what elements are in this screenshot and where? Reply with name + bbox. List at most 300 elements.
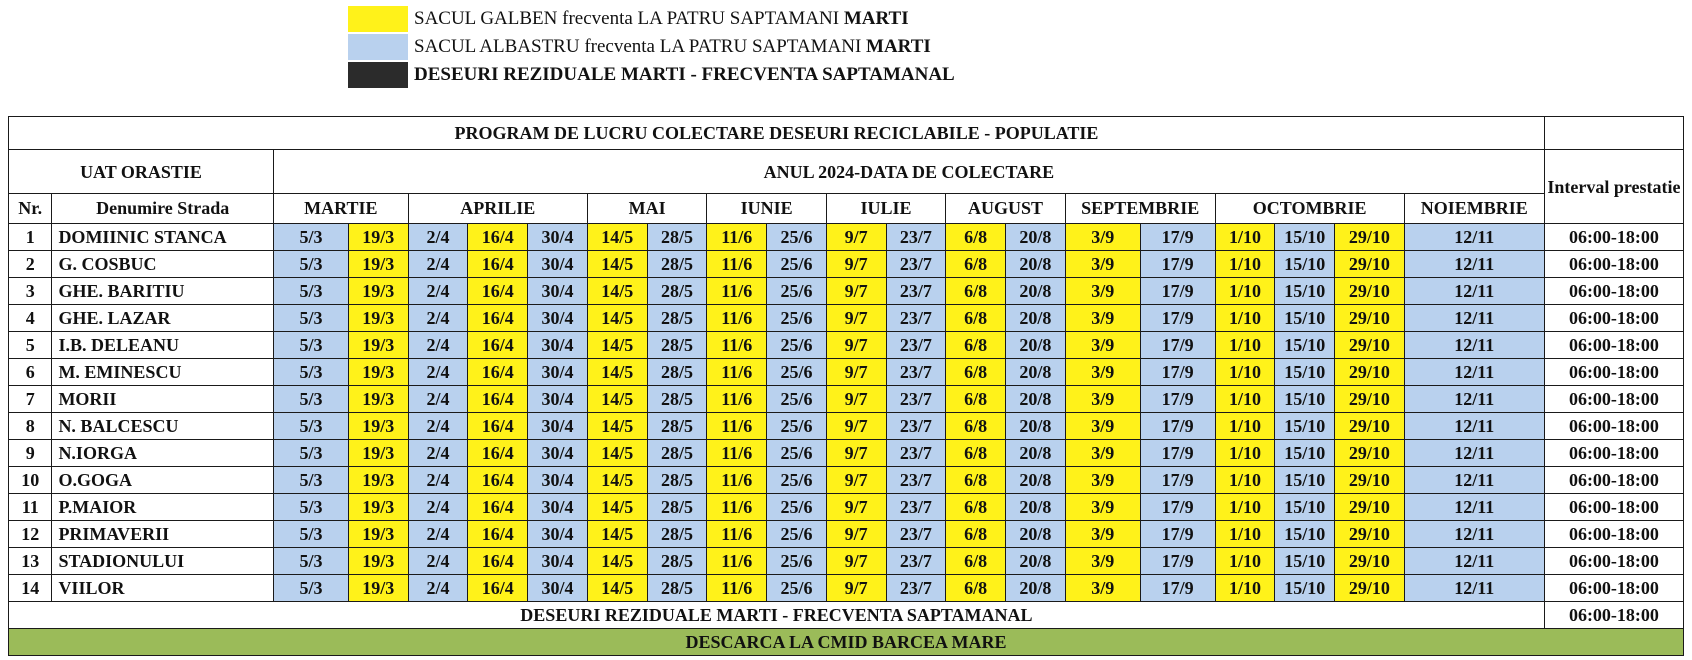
collection-date: 1/10 (1215, 439, 1275, 466)
table-row (9, 385, 1684, 412)
month-header: MAI (587, 193, 706, 223)
collection-date: 25/6 (767, 358, 827, 385)
collection-date: 25/6 (767, 466, 827, 493)
collection-date: 15/10 (1275, 385, 1335, 412)
collection-date: 9/7 (826, 439, 886, 466)
collection-date: 12/11 (1404, 304, 1544, 331)
collection-date: 28/5 (647, 466, 707, 493)
collection-date: 11/6 (707, 385, 767, 412)
collection-date: 20/8 (1006, 412, 1066, 439)
collection-date: 19/3 (348, 250, 408, 277)
collection-date: 16/4 (468, 223, 528, 250)
interval-value: 06:00-18:00 (1544, 277, 1683, 304)
collection-date: 14/5 (587, 520, 647, 547)
row-number: 11 (9, 493, 52, 520)
collection-date: 5/3 (274, 493, 349, 520)
collection-date: 20/8 (1006, 466, 1066, 493)
collection-date: 19/3 (348, 547, 408, 574)
collection-date: 9/7 (826, 331, 886, 358)
collection-date: 9/7 (826, 223, 886, 250)
collection-date: 12/11 (1404, 358, 1544, 385)
interval-value: 06:00-18:00 (1544, 520, 1683, 547)
street-name: N.IORGA (52, 439, 274, 466)
collection-schedule-table (8, 116, 1684, 656)
collection-date: 3/9 (1065, 439, 1140, 466)
uat-label: UAT ORASTIE (9, 150, 274, 193)
collection-date: 5/3 (274, 223, 349, 250)
collection-date: 1/10 (1215, 385, 1275, 412)
collection-date: 20/8 (1006, 493, 1066, 520)
collection-date: 9/7 (826, 493, 886, 520)
month-row (9, 193, 1684, 223)
interval-header: Interval prestatie (1544, 150, 1683, 223)
street-name: STADIONULUI (52, 547, 274, 574)
collection-date: 3/9 (1065, 493, 1140, 520)
collection-date: 15/10 (1275, 331, 1335, 358)
street-name: M. EMINESCU (52, 358, 274, 385)
collection-date: 30/4 (528, 547, 588, 574)
table-row (9, 277, 1684, 304)
collection-date: 15/10 (1275, 439, 1335, 466)
interval-value: 06:00-18:00 (1544, 547, 1683, 574)
collection-date: 2/4 (408, 520, 468, 547)
table-title: PROGRAM DE LUCRU COLECTARE DESEURI RECICLABILE - POPULATIE (9, 117, 1545, 150)
collection-date: 2/4 (408, 547, 468, 574)
collection-date: 9/7 (826, 250, 886, 277)
collection-date: 16/4 (468, 493, 528, 520)
interval-value: 06:00-18:00 (1544, 250, 1683, 277)
collection-date: 15/10 (1275, 493, 1335, 520)
legend-swatch (348, 62, 408, 88)
collection-date: 23/7 (886, 331, 946, 358)
collection-date: 20/8 (1006, 385, 1066, 412)
collection-date: 17/9 (1140, 250, 1215, 277)
collection-date: 14/5 (587, 223, 647, 250)
collection-date: 2/4 (408, 250, 468, 277)
collection-date: 25/6 (767, 493, 827, 520)
title-row (9, 117, 1684, 150)
collection-date: 11/6 (707, 331, 767, 358)
collection-date: 19/3 (348, 385, 408, 412)
collection-date: 1/10 (1215, 277, 1275, 304)
collection-date: 30/4 (528, 520, 588, 547)
row-number: 2 (9, 250, 52, 277)
collection-date: 16/4 (468, 412, 528, 439)
row-number: 3 (9, 277, 52, 304)
collection-date: 5/3 (274, 466, 349, 493)
collection-date: 29/10 (1335, 520, 1405, 547)
collection-date: 30/4 (528, 466, 588, 493)
collection-date: 6/8 (946, 331, 1006, 358)
collection-date: 30/4 (528, 574, 588, 601)
collection-date: 28/5 (647, 250, 707, 277)
collection-date: 15/10 (1275, 304, 1335, 331)
interval-value: 06:00-18:00 (1544, 439, 1683, 466)
collection-date: 11/6 (707, 250, 767, 277)
residual-label: DESEURI REZIDUALE MARTI - FRECVENTA SAPTAMANAL (9, 601, 1545, 628)
row-number: 14 (9, 574, 52, 601)
table-row (9, 547, 1684, 574)
collection-date: 5/3 (274, 277, 349, 304)
collection-date: 30/4 (528, 493, 588, 520)
collection-date: 20/8 (1006, 574, 1066, 601)
collection-date: 6/8 (946, 250, 1006, 277)
collection-date: 5/3 (274, 385, 349, 412)
collection-date: 14/5 (587, 331, 647, 358)
collection-date: 16/4 (468, 574, 528, 601)
collection-date: 1/10 (1215, 412, 1275, 439)
collection-date: 3/9 (1065, 223, 1140, 250)
street-name: O.GOGA (52, 466, 274, 493)
collection-date: 9/7 (826, 520, 886, 547)
collection-date: 16/4 (468, 250, 528, 277)
table-row (9, 250, 1684, 277)
month-header: APRILIE (408, 193, 587, 223)
collection-date: 12/11 (1404, 223, 1544, 250)
interval-value: 06:00-18:00 (1544, 331, 1683, 358)
collection-date: 17/9 (1140, 439, 1215, 466)
collection-date: 29/10 (1335, 304, 1405, 331)
row-number: 10 (9, 466, 52, 493)
collection-date: 25/6 (767, 385, 827, 412)
collection-date: 5/3 (274, 412, 349, 439)
collection-date: 1/10 (1215, 304, 1275, 331)
collection-date: 17/9 (1140, 520, 1215, 547)
collection-date: 12/11 (1404, 412, 1544, 439)
collection-date: 15/10 (1275, 547, 1335, 574)
collection-date: 29/10 (1335, 466, 1405, 493)
collection-date: 29/10 (1335, 493, 1405, 520)
collection-date: 29/10 (1335, 412, 1405, 439)
collection-date: 16/4 (468, 439, 528, 466)
collection-date: 12/11 (1404, 493, 1544, 520)
collection-date: 20/8 (1006, 520, 1066, 547)
collection-date: 16/4 (468, 385, 528, 412)
collection-date: 29/10 (1335, 277, 1405, 304)
footer-row (9, 628, 1684, 655)
collection-date: 11/6 (707, 277, 767, 304)
collection-date: 29/10 (1335, 574, 1405, 601)
collection-date: 23/7 (886, 520, 946, 547)
collection-date: 11/6 (707, 574, 767, 601)
month-header: IUNIE (707, 193, 826, 223)
collection-date: 17/9 (1140, 493, 1215, 520)
street-name: DOMIINIC STANCA (52, 223, 274, 250)
collection-date: 17/9 (1140, 304, 1215, 331)
collection-date: 6/8 (946, 520, 1006, 547)
street-name: VIILOR (52, 574, 274, 601)
interval-value: 06:00-18:00 (1544, 358, 1683, 385)
collection-date: 3/9 (1065, 547, 1140, 574)
collection-date: 1/10 (1215, 493, 1275, 520)
collection-date: 28/5 (647, 520, 707, 547)
collection-date: 14/5 (587, 574, 647, 601)
collection-date: 19/3 (348, 277, 408, 304)
street-name: G. COSBUC (52, 250, 274, 277)
collection-date: 14/5 (587, 385, 647, 412)
collection-date: 9/7 (826, 466, 886, 493)
collection-date: 17/9 (1140, 358, 1215, 385)
collection-date: 23/7 (886, 385, 946, 412)
collection-date: 5/3 (274, 439, 349, 466)
collection-date: 23/7 (886, 574, 946, 601)
table-row (9, 223, 1684, 250)
legend-item (348, 33, 955, 61)
collection-date: 12/11 (1404, 385, 1544, 412)
collection-date: 11/6 (707, 223, 767, 250)
collection-date: 3/9 (1065, 466, 1140, 493)
collection-date: 16/4 (468, 466, 528, 493)
collection-date: 12/11 (1404, 466, 1544, 493)
collection-date: 19/3 (348, 223, 408, 250)
collection-date: 5/3 (274, 520, 349, 547)
collection-date: 30/4 (528, 439, 588, 466)
collection-date: 23/7 (886, 250, 946, 277)
collection-date: 30/4 (528, 385, 588, 412)
collection-date: 23/7 (886, 547, 946, 574)
interval-value: 06:00-18:00 (1544, 493, 1683, 520)
nr-header: Nr. (9, 193, 52, 223)
collection-date: 16/4 (468, 331, 528, 358)
collection-date: 23/7 (886, 412, 946, 439)
collection-date: 2/4 (408, 223, 468, 250)
collection-date: 1/10 (1215, 547, 1275, 574)
collection-date: 11/6 (707, 304, 767, 331)
collection-date: 17/9 (1140, 547, 1215, 574)
collection-date: 5/3 (274, 304, 349, 331)
collection-date: 2/4 (408, 493, 468, 520)
row-number: 8 (9, 412, 52, 439)
collection-date: 2/4 (408, 304, 468, 331)
collection-date: 14/5 (587, 547, 647, 574)
table-row (9, 331, 1684, 358)
collection-date: 25/6 (767, 574, 827, 601)
collection-date: 19/3 (348, 439, 408, 466)
collection-date: 19/3 (348, 304, 408, 331)
row-number: 6 (9, 358, 52, 385)
row-number: 1 (9, 223, 52, 250)
collection-date: 17/9 (1140, 277, 1215, 304)
residual-interval: 06:00-18:00 (1544, 601, 1683, 628)
street-name: PRIMAVERII (52, 520, 274, 547)
collection-date: 3/9 (1065, 385, 1140, 412)
collection-date: 29/10 (1335, 250, 1405, 277)
collection-date: 11/6 (707, 466, 767, 493)
collection-date: 6/8 (946, 574, 1006, 601)
interval-value: 06:00-18:00 (1544, 574, 1683, 601)
collection-date: 3/9 (1065, 331, 1140, 358)
collection-date: 9/7 (826, 304, 886, 331)
collection-date: 6/8 (946, 304, 1006, 331)
collection-date: 20/8 (1006, 331, 1066, 358)
collection-date: 3/9 (1065, 277, 1140, 304)
collection-date: 12/11 (1404, 547, 1544, 574)
collection-date: 15/10 (1275, 520, 1335, 547)
interval-value: 06:00-18:00 (1544, 304, 1683, 331)
collection-date: 5/3 (274, 358, 349, 385)
collection-date: 25/6 (767, 439, 827, 466)
collection-date: 3/9 (1065, 574, 1140, 601)
street-name: MORII (52, 385, 274, 412)
collection-date: 12/11 (1404, 574, 1544, 601)
collection-date: 30/4 (528, 358, 588, 385)
table-row (9, 520, 1684, 547)
collection-date: 20/8 (1006, 250, 1066, 277)
collection-date: 6/8 (946, 547, 1006, 574)
collection-date: 28/5 (647, 547, 707, 574)
collection-date: 15/10 (1275, 250, 1335, 277)
street-name: N. BALCESCU (52, 412, 274, 439)
street-name: GHE. LAZAR (52, 304, 274, 331)
collection-date: 9/7 (826, 277, 886, 304)
collection-date: 25/6 (767, 331, 827, 358)
legend-swatch (348, 6, 408, 32)
table-row (9, 358, 1684, 385)
legend-text: SACUL ALBASTRU frecventa LA PATRU SAPTAMANI MARTI (414, 36, 931, 57)
street-name: I.B. DELEANU (52, 331, 274, 358)
residual-row (9, 601, 1684, 628)
collection-date: 17/9 (1140, 412, 1215, 439)
collection-date: 14/5 (587, 250, 647, 277)
table-row (9, 412, 1684, 439)
collection-date: 2/4 (408, 412, 468, 439)
collection-date: 3/9 (1065, 358, 1140, 385)
collection-date: 15/10 (1275, 466, 1335, 493)
row-number: 5 (9, 331, 52, 358)
collection-date: 14/5 (587, 304, 647, 331)
collection-date: 23/7 (886, 304, 946, 331)
collection-date: 23/7 (886, 223, 946, 250)
collection-date: 1/10 (1215, 358, 1275, 385)
collection-date: 11/6 (707, 493, 767, 520)
collection-date: 11/6 (707, 520, 767, 547)
collection-date: 11/6 (707, 547, 767, 574)
collection-date: 29/10 (1335, 439, 1405, 466)
collection-date: 20/8 (1006, 547, 1066, 574)
row-number: 13 (9, 547, 52, 574)
collection-date: 25/6 (767, 520, 827, 547)
collection-date: 9/7 (826, 385, 886, 412)
row-number: 9 (9, 439, 52, 466)
collection-date: 17/9 (1140, 574, 1215, 601)
collection-date: 20/8 (1006, 358, 1066, 385)
collection-date: 28/5 (647, 385, 707, 412)
collection-date: 15/10 (1275, 574, 1335, 601)
legend-text: DESEURI REZIDUALE MARTI - FRECVENTA SAPTAMANAL (414, 64, 955, 85)
collection-date: 29/10 (1335, 385, 1405, 412)
collection-date: 23/7 (886, 466, 946, 493)
row-number: 4 (9, 304, 52, 331)
collection-date: 20/8 (1006, 277, 1066, 304)
collection-date: 30/4 (528, 412, 588, 439)
collection-date: 9/7 (826, 547, 886, 574)
collection-date: 12/11 (1404, 520, 1544, 547)
street-name: P.MAIOR (52, 493, 274, 520)
collection-date: 2/4 (408, 358, 468, 385)
collection-date: 15/10 (1275, 358, 1335, 385)
collection-date: 16/4 (468, 277, 528, 304)
collection-date: 20/8 (1006, 304, 1066, 331)
collection-date: 5/3 (274, 574, 349, 601)
collection-date: 1/10 (1215, 466, 1275, 493)
collection-date: 12/11 (1404, 250, 1544, 277)
collection-date: 28/5 (647, 439, 707, 466)
title-right-cell (1544, 117, 1683, 150)
collection-date: 6/8 (946, 385, 1006, 412)
collection-date: 20/8 (1006, 223, 1066, 250)
collection-date: 1/10 (1215, 223, 1275, 250)
collection-date: 6/8 (946, 223, 1006, 250)
month-header: MARTIE (274, 193, 409, 223)
interval-value: 06:00-18:00 (1544, 466, 1683, 493)
collection-date: 17/9 (1140, 385, 1215, 412)
collection-date: 28/5 (647, 223, 707, 250)
collection-date: 19/3 (348, 358, 408, 385)
collection-date: 17/9 (1140, 466, 1215, 493)
month-header: IULIE (826, 193, 945, 223)
year-header: ANUL 2024-DATA DE COLECTARE (274, 150, 1545, 193)
header-row (9, 150, 1684, 193)
row-number: 7 (9, 385, 52, 412)
table-row (9, 304, 1684, 331)
collection-date: 25/6 (767, 250, 827, 277)
collection-date: 11/6 (707, 412, 767, 439)
collection-date: 14/5 (587, 277, 647, 304)
collection-date: 12/11 (1404, 439, 1544, 466)
collection-date: 17/9 (1140, 223, 1215, 250)
collection-date: 9/7 (826, 412, 886, 439)
collection-date: 19/3 (348, 574, 408, 601)
collection-date: 16/4 (468, 547, 528, 574)
collection-date: 2/4 (408, 277, 468, 304)
collection-date: 25/6 (767, 277, 827, 304)
interval-value: 06:00-18:00 (1544, 412, 1683, 439)
collection-date: 19/3 (348, 466, 408, 493)
interval-value: 06:00-18:00 (1544, 385, 1683, 412)
table-row (9, 466, 1684, 493)
collection-date: 25/6 (767, 223, 827, 250)
month-header: SEPTEMBRIE (1065, 193, 1215, 223)
collection-date: 9/7 (826, 358, 886, 385)
collection-date: 19/3 (348, 520, 408, 547)
collection-date: 6/8 (946, 466, 1006, 493)
collection-date: 28/5 (647, 358, 707, 385)
collection-date: 30/4 (528, 304, 588, 331)
collection-date: 14/5 (587, 358, 647, 385)
legend-text: SACUL GALBEN frecventa LA PATRU SAPTAMANI MARTI (414, 8, 909, 29)
row-number: 12 (9, 520, 52, 547)
legend-swatch (348, 34, 408, 60)
collection-date: 6/8 (946, 358, 1006, 385)
collection-date: 1/10 (1215, 520, 1275, 547)
collection-date: 28/5 (647, 331, 707, 358)
collection-date: 23/7 (886, 493, 946, 520)
interval-value: 06:00-18:00 (1544, 223, 1683, 250)
collection-date: 1/10 (1215, 331, 1275, 358)
collection-date: 6/8 (946, 439, 1006, 466)
collection-date: 16/4 (468, 304, 528, 331)
collection-date: 3/9 (1065, 520, 1140, 547)
collection-date: 20/8 (1006, 439, 1066, 466)
collection-date: 2/4 (408, 574, 468, 601)
collection-date: 30/4 (528, 277, 588, 304)
collection-date: 14/5 (587, 412, 647, 439)
collection-date: 3/9 (1065, 304, 1140, 331)
collection-date: 28/5 (647, 412, 707, 439)
collection-date: 2/4 (408, 331, 468, 358)
collection-date: 29/10 (1335, 358, 1405, 385)
collection-date: 19/3 (348, 493, 408, 520)
